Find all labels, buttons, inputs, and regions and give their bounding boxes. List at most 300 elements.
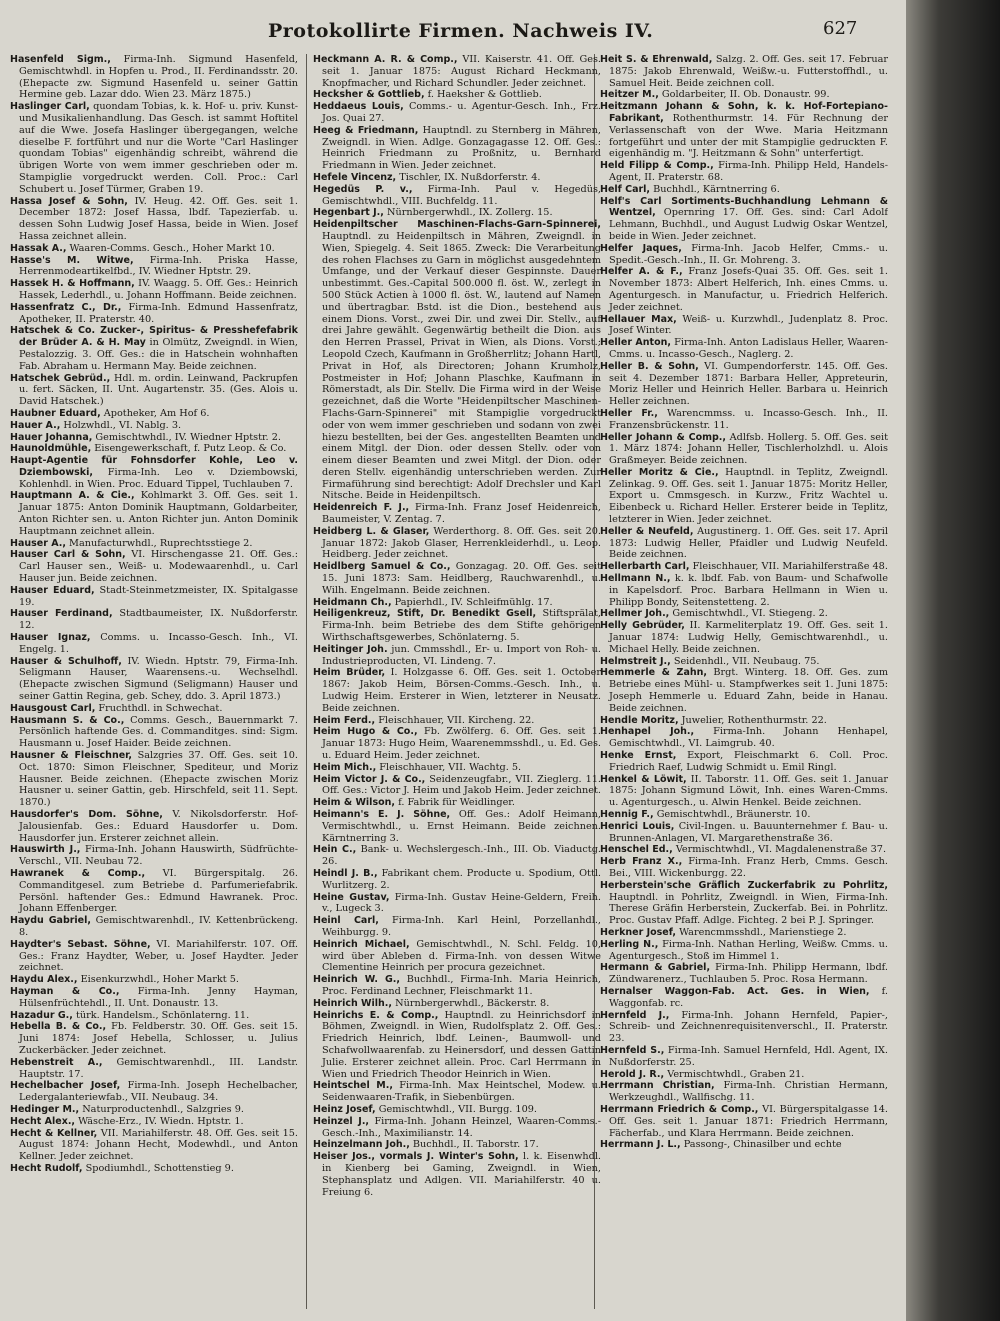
firm-name: Haydu Alex., [10, 974, 78, 986]
firm-details: Adlfsb. Hollerg. 5. Off. Ges. seit 1. März 1874: Johann Heller, Tischlerholzhdl. u. Alois Graßmeyer. Beide zeichnen. [609, 431, 888, 467]
firm-details: VI. Mariahilferstr. 107. Off. Ges.: Franz Haydter, Weber, u. Josef Haydter. Jeder zeichnet. [19, 938, 298, 974]
firm-details: Spodiumhdl., Schottenstieg 9. [82, 1162, 234, 1174]
firm-entry [10, 278, 298, 302]
entries-column-3 [600, 54, 888, 1316]
firm-entry [600, 608, 888, 620]
firm-name: Hauser Eduard, [10, 584, 95, 596]
firm-entry [600, 408, 888, 432]
firm-name: Herling N., [600, 938, 659, 950]
firm-name: Heim Hugo & Co., [313, 726, 418, 738]
firm-entry [313, 1151, 601, 1198]
firm-name: Hebenstreit A., [10, 1056, 103, 1068]
firm-name: Hennig F., [600, 809, 654, 820]
firm-entry [10, 750, 298, 809]
firm-details: IV. Waagg. 5. Off. Ges.: Heinrich Hassek, Lederhdl., u. Johann Hoffmann. Beide zeichnen. [19, 278, 298, 301]
firm-entry [10, 1080, 298, 1104]
firm-details: Gemischtwhdl., IV. Wiedner Hptstr. 2. [92, 431, 281, 443]
firm-details: Seidenhdl., VII. Neubaug. 75. [670, 655, 820, 667]
firm-details: Eisengewerkschaft, f. Putz Leop. & Co. [91, 443, 287, 455]
firm-name: Hayman & Co., [10, 985, 120, 997]
firm-details: Gemischtwarenhdl., IV. Kettenbrückeng. 8. [19, 915, 298, 938]
firm-entry [313, 915, 601, 939]
firm-name: Hellauer Max, [600, 313, 677, 325]
firm-name: Hawranek & Comp., [10, 867, 146, 879]
firm-name: Hernfeld J., [600, 1009, 670, 1021]
firm-details: jun. Cmmsshdl., Er- u. Import von Roh- u. Industrieproducten, VI. Lindeng. 7. [322, 643, 601, 667]
firm-name: Helmstreit J., [600, 655, 671, 667]
firm-name: Hassak A., [10, 242, 67, 254]
firm-name: Herrmann J. L., [600, 1139, 681, 1151]
firm-name: Haupt-Agentie für Fohnsdorfer Kohle, Leo v. Dziembowski, [10, 455, 298, 478]
firm-entry [10, 608, 298, 632]
firm-name: Hegenbart J., [313, 207, 384, 219]
firm-details: Gemischtwhdl., VI. Stiegeng. 2. [669, 608, 828, 620]
entries-column-1 [10, 54, 298, 1316]
firm-details: Juwelier, Rothenthurmstr. 22. [678, 714, 827, 726]
firm-details: Apotheker, Am Hof 6. [100, 407, 210, 419]
firm-details: Gemischtwhdl., Bräunerstr. 10. [653, 809, 811, 820]
firm-name: Hecht Rudolf, [10, 1162, 83, 1174]
firm-details: Salzg. 2. Off. Ges. seit 17. Februar 1875: Jakob Ehrenwald, Weißw.-u. Futterstoffhdl., u. Samuel Heit. Beide zeichnen coll. [609, 54, 888, 89]
entries-column-2 [313, 54, 601, 1316]
firm-details: IV. Wiedn. Hptstr. 79, Firma-Inh. Seligmann Hauser, Waarensens.-u. Wechselhdl. (Ehepacte zwischen Sigmund (Seligmann) Hauser und seiner Gattin Regina, geb. Schey, ddo. 3. April 1873.) [19, 655, 298, 703]
firm-details: Firma-Inh. Priska Hasse, Herrenmodeartikelfbd., IV. Wiedner Hptstr. 29. [19, 254, 298, 278]
firm-details: Gemischtwhdl., VII. Burgg. 109. [375, 1103, 538, 1115]
firm-details: IV. Heug. 42. Off. Ges. seit 1. December 1872: Josef Hassa, lbdf. Tapezierfab. u. dessen Sohn Ludwig Josef Hassa, beide in Wien. Josef Hassa zeichnet allein. [19, 195, 298, 242]
firm-name: Hasenfeld Sigm., [10, 54, 111, 65]
firm-entry [600, 1010, 888, 1045]
firm-details: Stadt-Steinmetzmeister, IX. Spitalgasse 19. [19, 584, 298, 608]
firm-details: VI. Bürgerspitalg. 26. Commanditgesel. zum Betriebe d. Parfumeriefabrik. Persönl. haftender Ges.: Edmund Hawranek. Proc. Johann Effenberger. [19, 867, 298, 915]
firm-details: Gemischtwarenhdl., III. Landstr. Hauptstr. 17. [19, 1056, 298, 1080]
firm-name: Hauser Carl & Sohn, [10, 549, 126, 561]
firm-name: Heller Moritz & Cie., [600, 466, 719, 478]
firm-entry [313, 1104, 601, 1116]
firm-name: Heller Anton, [600, 337, 671, 349]
firm-name: Held Filipp & Comp., [600, 160, 714, 172]
firm-entry [10, 939, 298, 974]
firm-details: Firma-Inh. Max Heintschel, Modew. u. Seidenwaaren-Trafik, in Siebenbürgen. [322, 1080, 601, 1104]
firm-details: I. Holzgasse 6. Off. Ges. seit 1. October 1867: Jakob Heim, Börsen-Comms.-Gesch. Inh., u. Ludwig Heim. Ersterer in Wien, letzterer in Neusatz. Beide zeichnen. [322, 667, 601, 714]
firm-name: Heidmann Ch., [313, 596, 392, 608]
firm-entry [313, 172, 601, 184]
firm-entry [313, 1010, 601, 1081]
firm-details: Hauptndl. zu Heidenpiltsch in Mähren, Zweigndl. in Wien, Spiegelg. 4. Seit 1865. Zweck: Die Verarbeitung des rohen Flachses zu Garn in möglichst ausgedehntem Umfange, und der Verkauf dieser Gespinnste. Dauer unbestimmt. Ges.-Capital 500.000 fl. öst. W., zerlegt in 500 Stück Actien à 1000 fl. öst. W., lautend auf Namen und übertragbar. Bstd. ist die Dion., bestehend aus einem Dions. Vorst., zwei Dir. und zwei Dir. Stellv., auf drei Jahre gewählt. Gegenwärtig betheilt die Dion. aus den Herren Prassel, Privat in Wien, als Dions. Vorst.; Leopold Czech, Kaufmann in Großherrlitz; Johann Hartl, Privat in Hof, als Directoren; Johann Krumholz, Postmeister in Hof; Johann Plaschke, Kaufmann in Römerstadt, als Dir. Stellv. Die Firma wird in der Weise gezeichnet, daß die Worte "Heidenpiltscher Maschinen-Flachs-Garn-Spinnerei" mit Stampiglie vorgedruckt oder von wem immer geschrieben und sodann von zwei hiezu bestellten, bei der Ges. angestellten Beamten und einem Mitgl. der Dion. oder dessen Stellv. oder von einem dieser Beamten und zwei Mitgl. der Dion. oder deren Stellv. eigenhändig unterschrieben werden. Zur Firmaführung sind berechtigt: Adolf Drechsler und Karl Nitsche. Beide in Heidenpiltsch. [322, 230, 601, 502]
firm-entry [600, 856, 888, 880]
firm-entry [10, 243, 298, 255]
firm-name: Heim Brüder, [313, 667, 386, 679]
firm-entry [600, 927, 888, 939]
firm-entry [10, 656, 298, 703]
firm-details: Brgt. Winterg. 18. Off. Ges. zum Betriebe eines Mühl- u. Stampfwerkes seit 1. Juni 1875: Joseph Hemmerle u. Eduard Zahn, beide in Hanau. Beide zeichnen. [609, 667, 888, 714]
firm-name: Helfer A. & F., [600, 266, 683, 278]
firm-entry [600, 243, 888, 267]
firm-details: türk. Handelsm., Schönlaterng. 11. [72, 1009, 250, 1021]
firm-entry [10, 868, 298, 915]
firm-name: Heinz Josef, [313, 1103, 376, 1115]
firm-entry [10, 255, 298, 279]
firm-details: Fb. Zwölferg. 6. Off. Ges. seit 1. Januar 1873: Hugo Heim, Waarenemmsshdl., u. Ed. Ges. u. Eduard Heim. Jeder zeichnet. [322, 726, 601, 762]
firm-entry [313, 597, 601, 609]
firm-details: VI. Bürgerspitalgasse 14. Off. Ges. seit 1. Januar 1871: Friedrich Herrmann, Fächerfab., und Klara Herrmann. Beide zeichnen. [609, 1103, 888, 1139]
column-rule-1 [306, 54, 307, 1309]
firm-name: Henkel & Löwit, [600, 773, 687, 785]
firm-details: Buchhdl., Kärntnerring 6. [650, 183, 780, 195]
firm-name: Heim Mich., [313, 761, 377, 773]
firm-details: Hauptndl. in Pohrlitz, Zweigndl. in Wien, Firma-Inh. Therese Gräfin Herberstein, Zuckerfab. Bei. in Pohrlitz. Proc. Gustav Pfaff. Adlge. Fichteg. 2 bei P. J. Springer. [609, 891, 888, 927]
firm-entry [10, 455, 298, 490]
firm-name: Hernalser Waggon-Fab. Act. Ges. in Wien, [600, 985, 870, 997]
firm-entry [313, 667, 601, 714]
firm-entry [313, 809, 601, 844]
firm-name: Haubner Eduard, [10, 407, 101, 419]
firm-name: Heintschel M., [313, 1080, 393, 1092]
firm-details: Vermischtwhdl., VI. Magdalenenstraße 37. [672, 844, 887, 856]
firm-details: Warencmmsshdl., Marienstiege 2. [675, 926, 847, 938]
firm-name: Heit S. & Ehrenwald, [600, 54, 713, 65]
firm-name: Hellmann N., [600, 573, 671, 585]
firm-name: Hauser Ferdinand, [10, 608, 113, 620]
firm-details: Fleischhauer, VII. Mariahilferstraße 48. [689, 561, 888, 573]
firm-entry [600, 573, 888, 608]
firm-entry [313, 644, 601, 668]
firm-details: VII. Kaiserstr. 41. Off. Ges. seit 1. Januar 1875: August Richard Heckmann, Knopfmacher, und Richard Schundler. Jeder zeichnet. [322, 54, 601, 89]
firm-details: Export, Fleischmarkt 6. Coll. Proc. Friedrich Raef, Ludwig Schmidt u. Emil Ringl. [609, 750, 888, 773]
firm-details: f. Waggonfab. rc. [609, 985, 888, 1009]
firm-details: k. k. lbdf. Fab. von Baum- und Schafwolle in Kapelsdorf. Proc. Barbara Hellmann in Wien u. Philipp Bondy, Seitenstetteng. 2. [609, 573, 888, 608]
firm-details: Bank- u. Wechslergesch.-Inh., III. Ob. Viaductg. 26. [322, 844, 601, 868]
firm-entry [600, 160, 888, 184]
firm-entry [600, 774, 888, 809]
firm-name: Hauer A., [10, 419, 61, 431]
firm-details: II. Karmeliterplatz 19. Off. Ges. seit 1. Januar 1874: Ludwig Helly, Gemischtwarenhdl., u. Michael Helly. Beide zeichnen. [609, 620, 888, 655]
firm-name: Hauser Ignaz, [10, 632, 91, 644]
firm-entry [10, 915, 298, 939]
firm-name: Hauswirth J., [10, 844, 81, 856]
firm-details: Holzwhdl., VI. Nablg. 3. [60, 419, 182, 431]
firm-details: Seidenzeugfabr., VII. Zieglerg. 11. Off. Ges.: Victor J. Heim und Jakob Heim. Jeder zeichnet. [322, 773, 601, 797]
firm-details: Stiftsprälat, Firma-Inh. beim Betriebe des dem Stifte gehörigen Wirthschaftsgewerbes, Schönlaterng. 5. [322, 608, 601, 644]
firm-name: Haunoldmühle, [10, 443, 92, 455]
firm-name: Heller & Neufeld, [600, 525, 694, 537]
firm-name: Hellmer Joh., [600, 608, 670, 620]
firm-name: Hazadur G., [10, 1009, 73, 1021]
firm-details: Nürnbergerwhdl., IX. Zollerg. 15. [383, 207, 553, 219]
firm-name: Heinzelmann Joh., [313, 1139, 410, 1151]
firm-entry [313, 939, 601, 974]
firm-name: Heinl Carl, [313, 915, 379, 927]
firm-entry [600, 1045, 888, 1069]
firm-name: Helly Gebrüder, [600, 620, 685, 632]
firm-entry [600, 821, 888, 845]
firm-entry [313, 561, 601, 596]
firm-entry [600, 880, 888, 927]
firm-entry [10, 1057, 298, 1081]
firm-entry [600, 726, 888, 750]
firm-details: Papierhdl., IV. Schleifmühlg. 17. [391, 596, 553, 608]
firm-entry [313, 715, 601, 727]
firm-details: Comms. Gesch., Bauernmarkt 7. Persönlich haftende Ges. d. Commanditges. sind: Sigm. Hausmann u. Josef Haider. Beide zeichnen. [19, 714, 298, 750]
firm-name: Hassenfratz C., Dr., [10, 301, 122, 313]
firm-name: Herrmann Christian, [600, 1080, 715, 1092]
firm-details: quondam Tobias, k. k. Hof- u. priv. Kunst- und Musikalienhandlung. Das Gesch. ist sammt Hoftitel auf die Wwe. Josefa Haslinger übergegangen, welche dieselbe F. fortführt und nur die Worte "Carl Haslinger quondam Tobias" eigenhändig schreibt, während die übrigen Worte von wem immer geschrieben oder m. Stampiglie vorgedruckt werden. Coll. Proc.: Carl Schubert u. Josef Türmer, Graben 19. [19, 101, 298, 195]
firm-entry [600, 620, 888, 655]
firm-entry [10, 432, 298, 444]
firm-entry [10, 325, 298, 372]
firm-entry [10, 1104, 298, 1116]
firm-entry [600, 432, 888, 467]
firm-details: Fruchthdl. in Schwechat. [95, 702, 223, 714]
firm-details: Eisenkurzwhdl., Hoher Markt 5. [77, 974, 240, 986]
firm-details: Kohlmarkt 3. Off. Ges. seit 1. Januar 1875: Anton Dominik Hauptmann, Goldarbeiter, Anton Richter sen. u. Anton Richter jun. Anton Dominik Hauptmann zeichnet allein. [19, 490, 298, 537]
firm-details: Fabrikant chem. Producte u. Spodium, Ottl. Wurlitzerg. 2. [322, 867, 601, 891]
firm-name: Hausdorfer's Dom. Söhne, [10, 809, 163, 820]
firm-name: Heiser Jos., vormals J. Winter's Sohn, [313, 1151, 519, 1163]
firm-entry [313, 844, 601, 868]
firm-entry [313, 1080, 601, 1104]
firm-entry [313, 89, 601, 101]
firm-details: Fleischhauer, VII. Wachtg. 5. [376, 761, 522, 773]
firm-entry [600, 667, 888, 714]
firm-entry [10, 196, 298, 243]
firm-name: Henhapel Joh., [600, 726, 695, 738]
firm-entry [313, 762, 601, 774]
firm-details: Firma-Inh. Nathan Herling, Weißw. Cmms. u. Agenturgesch., Stoß im Himmel 1. [609, 938, 888, 962]
firm-entry [600, 962, 888, 986]
firm-name: Heim Victor J. & Co., [313, 773, 426, 785]
firm-name: Heckmann A. R. & Comp., [313, 54, 458, 65]
firm-entry [10, 1021, 298, 1056]
firm-entry [600, 750, 888, 774]
firm-entry [313, 998, 601, 1010]
firm-name: Heine Gustav, [313, 891, 390, 903]
firm-details: Stadtbaumeister, IX. Nußdorferstr. 12. [19, 608, 298, 632]
firm-name: Heidberg L. & Glaser, [313, 525, 430, 537]
firm-entry [10, 54, 298, 101]
firm-name: Hassek H. & Hoffmann, [10, 278, 135, 290]
firm-entry [600, 314, 888, 338]
firm-entry [10, 373, 298, 408]
firm-entry [600, 715, 888, 727]
firm-entry [10, 101, 298, 195]
firm-name: Hefele Vincenz, [313, 171, 397, 183]
firm-name: Hatschek Gebrüd., [10, 372, 111, 384]
firm-entry [10, 703, 298, 715]
firm-details: Comms. u. Incasso-Gesch. Inh., VI. Engelg. 1. [19, 632, 298, 655]
firm-details: Firma-Inh. Gustav Heine-Geldern, Freih. v., Lugeck 3. [322, 891, 601, 915]
firm-details: Firma-Inh. Johann Heinzel, Waaren-Comms.-Gesch.-Inh., Maximilianstr. 14. [322, 1115, 601, 1139]
firm-details: in Olmütz, Zweigndl. in Wien, Pestalozzig. 3. Off. Ges.: die in Hatschein wohnhaften Fab. Abraham u. Hermann May. Beide zeichnen. [19, 337, 298, 372]
firm-name: Herold J. R., [600, 1068, 665, 1080]
firm-details: Fb. Feldberstr. 30. Off. Ges. seit 15. Juni 1874: Josef Hebella, Schlosser, u. Julius Zuckerbäcker. Jeder zeichnet. [19, 1021, 298, 1056]
firm-details: Opernring 17. Off. Ges. sind: Carl Adolf Lehmann, Buchhdl., und August Ludwig Oskar Wentzel, beide in Wien. Jeder zeichnet. [609, 207, 888, 242]
firm-name: Helfer Jaques, [600, 242, 682, 254]
firm-details: Fleischhauer, VII. Kircheng. 22. [375, 714, 535, 726]
firm-name: Hecht Alex., [10, 1115, 76, 1127]
firm-name: Heidenpiltscher Maschinen-Flachs-Garn-Spinnerei, [313, 219, 601, 231]
firm-details: Weiß- u. Kurzwhdl., Judenplatz 8. Proc. Josef Winter. [609, 313, 888, 337]
firm-details: Firma-Inh. Paul v. Hegedüs, Gemischtwhdl., VIII. Buchfeldg. 11. [322, 183, 601, 207]
firm-details: Hauptndl. zu Sternberg in Mähren, Zweigndl. in Wien. Adlge. Gonzagagasse 12. Off. Ges.: Heinrich Friedmann zu Proßnitz, u. Bernhard Friedmann in Wien. Jeder zeichnet. [322, 124, 601, 172]
firm-name: Hegedüs P. v., [313, 183, 413, 195]
firm-name: Heinrich Wilh., [313, 997, 393, 1009]
firm-name: Hausmann S. & Co., [10, 714, 125, 726]
firm-details: Off. Ges.: Adolf Heimann, Vermischtwhdl., u. Ernst Heimann. Beide zeichnen. Kärntnerring 3. [322, 809, 601, 844]
firm-entry [600, 809, 888, 821]
firm-details: Wäsche-Erz., IV. Wiedn. Hptstr. 1. [75, 1115, 244, 1127]
firm-name: Heim Ferd., [313, 714, 376, 726]
firm-details: Manufacturwhdl., Ruprechtsstiege 2. [65, 537, 253, 549]
firm-details: Civil-Ingen. u. Bauunternehmer f. Bau- u. Brunnen-Anlagen, VI. Margarethenstraße 36. [609, 820, 888, 844]
firm-name: Hermann & Gabriel, [600, 962, 711, 974]
firm-entry [600, 89, 888, 101]
firm-name: Hecht & Kellner, [10, 1127, 98, 1139]
firm-details: Firma-Inh. Philipp Hermann, lbdf. Zündwarenerz., Tuchlauben 5. Proc. Rosa Hermann. [609, 962, 888, 986]
firm-entry [10, 420, 298, 432]
firm-details: f. Haeksher & Gottlieb. [424, 89, 542, 101]
firm-name: Hauser A., [10, 537, 66, 549]
firm-details: Firma-Inh. Johann Hauswirth, Südfrüchte-Verschl., VII. Neubau 72. [19, 844, 298, 868]
firm-name: Heller B. & Sohn, [600, 360, 699, 372]
firm-entry [600, 101, 888, 160]
firm-name: Henschel Ed., [600, 844, 673, 856]
firm-entry [600, 656, 888, 668]
firm-details: Firma-Inh. Jacob Helfer, Cmms.- u. Spedit.-Gesch.-Inh., II. Gr. Mohreng. 3. [609, 242, 888, 266]
firm-entry [10, 585, 298, 609]
page-header-title: Protokollirte Firmen. Nachweis IV. [268, 20, 654, 42]
firm-details: Firma-Inh. Leo v. Dziembowski, Kohlenhdl. in Wien. Proc. Eduard Tippel, Tuchlauben 7. [19, 466, 298, 490]
firm-name: Hausgoust Carl, [10, 702, 96, 714]
firm-entry [313, 502, 601, 526]
firm-name: Haslinger Carl, [10, 101, 90, 113]
firm-entry [313, 868, 601, 892]
firm-entry [600, 1080, 888, 1104]
firm-entry [10, 1010, 298, 1022]
firm-entry [10, 538, 298, 550]
firm-entry [600, 184, 888, 196]
firm-details: Gonzagag. 20. Off. Ges. seit 15. Juni 1873: Sam. Heidlberg, Rauchwarenhdl., u. Wilh. Engelmann. Beide zeichnen. [322, 561, 601, 596]
firm-name: Heim & Wilson, [313, 797, 395, 809]
firm-name: Hemmerle & Zahn, [600, 667, 707, 679]
firm-details: Passong-, Chinasilber und echte [680, 1139, 842, 1151]
firm-details: Tischler, IX. Nußdorferstr. 4. [396, 171, 541, 183]
firm-details: Firma-Inh. Philipp Held, Handels-Agent, II. Praterstr. 68. [609, 160, 888, 183]
firm-entry [313, 125, 601, 172]
firm-name: Hebella B. & Co., [10, 1021, 107, 1033]
firm-entry [600, 1139, 888, 1151]
firm-entry [313, 184, 601, 208]
firm-details: Buchhdl., II. Taborstr. 17. [409, 1139, 539, 1151]
firm-details: Vermischtwhdl., Graben 21. [664, 1068, 805, 1080]
firm-details: f. Fabrik für Weidlinger. [395, 797, 515, 809]
firm-details: Hdl. m. ordin. Leinwand, Packrupfen u. fert. Säcken, II. Unt. Augartenstr. 35. (Ges. Alois u. David Hatschek.) [19, 372, 298, 408]
firm-entry [600, 526, 888, 561]
firm-details: l. k. Eisenwhdl. in Kienberg bei Gaming, Zweigndl. in Wien, Stephansplatz und Adlgen. VII. Mariahilferstr. 40 u. Freiung 6. [322, 1151, 601, 1198]
firm-entry [600, 1069, 888, 1081]
firm-entry [600, 361, 888, 408]
firm-name: Haydter's Sebast. Söhne, [10, 938, 151, 950]
firm-name: Hausner & Fleischner, [10, 750, 133, 762]
firm-details: Firma-Inh. Johann Hernfeld, Papier-, Schreib- und Zeichnenrequisitenverschl., II. Praterstr. 23. [609, 1009, 888, 1045]
firm-entry [10, 974, 298, 986]
firm-name: Hauer Johanna, [10, 431, 93, 443]
firm-name: Hasse's M. Witwe, [10, 254, 134, 266]
firm-name: Heitzmann Johann & Sohn, k. k. Hof-Fortepiano-Fabrikant, [600, 101, 888, 124]
firm-name: Hauptmann A. & Cie., [10, 490, 135, 502]
firm-name: Herb Franz X., [600, 856, 683, 868]
firm-name: Hernfeld S., [600, 1044, 665, 1056]
firm-entry [10, 715, 298, 750]
firm-name: Heinzel J., [313, 1115, 370, 1127]
firm-details: Rothenthurmstr. 14. Für Rechnung der Verlassenschaft von der Wwe. Maria Heitzmann fortgeführt und unter der mit Stampiglie gedruckten F. eigenhändig m. "J. Heitzmann & Sohn" unterfertigt. [609, 112, 888, 160]
firm-details: Comms.- u. Agentur-Gesch. Inh., Frz. Jos. Quai 27. [322, 101, 601, 124]
firm-details: Firma-Inh. Anton Ladislaus Heller, Waaren-Cmms. u. Incasso-Gesch., Naglerg. 2. [609, 337, 888, 360]
firm-name: Heinrich Michael, [313, 938, 410, 950]
firm-name: Heidlberg Samuel & Co., [313, 561, 451, 573]
firm-details: Franz Josefs-Quai 35. Off. Ges. seit 1. November 1873: Albert Helferich, Inh. eines Cmms. u. Agenturgesch. in Manufactur, u. Friedrich Helferich. Jeder zeichnet. [609, 266, 888, 313]
firm-details: Firma-Inh. Jenny Hayman, Hülsenfrüchtehdl., II. Unt. Donaustr. 13. [19, 985, 298, 1009]
firm-name: Herkner Josef, [600, 926, 676, 938]
firm-entry [313, 1139, 601, 1151]
firm-entry [600, 986, 888, 1010]
firm-details: V. Nikolsdorferstr. Hof-Jalousienfab. Ges.: Eduard Hausdorfer u. Dom. Hausdorfer jun. Ersterer zeichnet allein. [19, 809, 298, 844]
firm-name: Herrmann Friedrich & Comp., [600, 1103, 759, 1115]
firm-details: VII. Mariahilferstr. 48. Off. Ges. seit 15. August 1874: Johann Hecht, Modewhdl., und Anton Kellner. Jeder zeichnet. [19, 1127, 298, 1163]
firm-name: Helf's Carl Sortiments-Buchhandlung Lehmann & Wentzel, [600, 195, 888, 219]
firm-details: VI. Hirschengasse 21. Off. Ges.: Carl Hauser sen., Weiß- u. Modewaarenhdl., u. Carl Hauser jun. Beide zeichnen. [19, 549, 298, 585]
firm-entry [600, 266, 888, 313]
firm-name: Heller Fr., [600, 407, 658, 419]
firm-name: Hendle Moritz, [600, 714, 679, 726]
firm-name: Heimann's E. J. Söhne, [313, 809, 451, 820]
firm-name: Hechelbacher Josef, [10, 1080, 121, 1092]
firm-entry [313, 101, 601, 125]
firm-entry [313, 219, 601, 502]
firm-details: Hauptndl. in Teplitz, Zweigndl. Zelinkag. 9. Off. Ges. seit 1. Januar 1875: Moritz Heller, Export u. Cmmsgesch. in Kurzw., Fritz Wachtel u. Eibenbeck u. Richard Heller. Ersterer beide in Teplitz, letzterer in Wien. Jeder zeichnet. [609, 466, 888, 526]
firm-details: Firma-Inh. Christian Hermann, Werkzeughdl., Wallfischg. 11. [609, 1080, 888, 1104]
firm-entry [10, 844, 298, 868]
firm-details: Werderthorg. 8. Off. Ges. seit 20. Januar 1872: Jakob Glaser, Herrenkleiderhdl., u. Leop. Heidberg. Jeder zeichnet. [322, 525, 601, 561]
firm-details: Nürnbergerwhdl., Bäckerstr. 8. [392, 997, 550, 1009]
firm-entry [10, 632, 298, 656]
firm-name: Henrici Louis, [600, 820, 675, 832]
firm-entry [313, 207, 601, 219]
firm-details: Naturproductenhdl., Salzgries 9. [79, 1103, 244, 1115]
firm-details: Warencmmss. u. Incasso-Gesch. Inh., II. Franzensbrückenstr. 11. [609, 407, 888, 431]
firm-entry [313, 526, 601, 561]
firm-name: Heitzer M., [600, 89, 659, 101]
firm-name: Haydu Gabriel, [10, 915, 91, 927]
firm-name: Hatschek & Co. Zucker-, Spiritus- & Presshefefabrik der Brüder A. & H. May [10, 325, 298, 349]
firm-details: VI. Gumpendorferstr. 145. Off. Ges. seit 4. Dezember 1871: Barbara Heller, Appreteurin, Moriz Heller und Heinrich Heller. Barbara u. Heinrich Heller zeichnen. [609, 360, 888, 408]
firm-details: II. Taborstr. 11. Off. Ges. seit 1. Januar 1875: Johann Sigmund Löwit, Inh. eines Waren-Cmms. u. Agenturgesch., u. Alwin Henkel. Beide zeichnen. [609, 773, 888, 809]
firm-details: Waaren-Comms. Gesch., Hoher Markt 10. [66, 242, 275, 254]
firm-details: Firma-Inh. Franz Josef Heidenreich, Baumeister, V. Zentag. 7. [322, 502, 601, 526]
firm-details: Firma-Inh. Johann Henhapel, Gemischtwhdl., VI. Laimgrub. 40. [609, 726, 888, 750]
firm-name: Hedinger M., [10, 1103, 80, 1115]
firm-entry [600, 1104, 888, 1139]
firm-details: Gemischtwhdl., N. Schl. Feldg. 10, wird über Ableben d. Firma-Inh. von dessen Witwe Clementine Heinrich per procura gezeichnet. [322, 938, 601, 974]
firm-entry [313, 54, 601, 89]
firm-entry [313, 974, 601, 998]
firm-entry [600, 561, 888, 573]
firm-entry [10, 986, 298, 1010]
firm-details: Firma-Inh. Franz Herb, Cmms. Gesch. Bei., VIII. Wickenburgg. 22. [609, 856, 888, 879]
firm-name: Hauser & Schulhoff, [10, 655, 122, 667]
firm-name: Heindl J. B., [313, 867, 378, 879]
firm-name: Herberstein'sche Gräflich Zuckerfabrik zu Pohrlitz, [600, 879, 888, 891]
firm-details: Firma-Inh. Joseph Hechelbacher, Ledergalanteriewfab., VII. Neubaug. 34. [19, 1080, 298, 1104]
